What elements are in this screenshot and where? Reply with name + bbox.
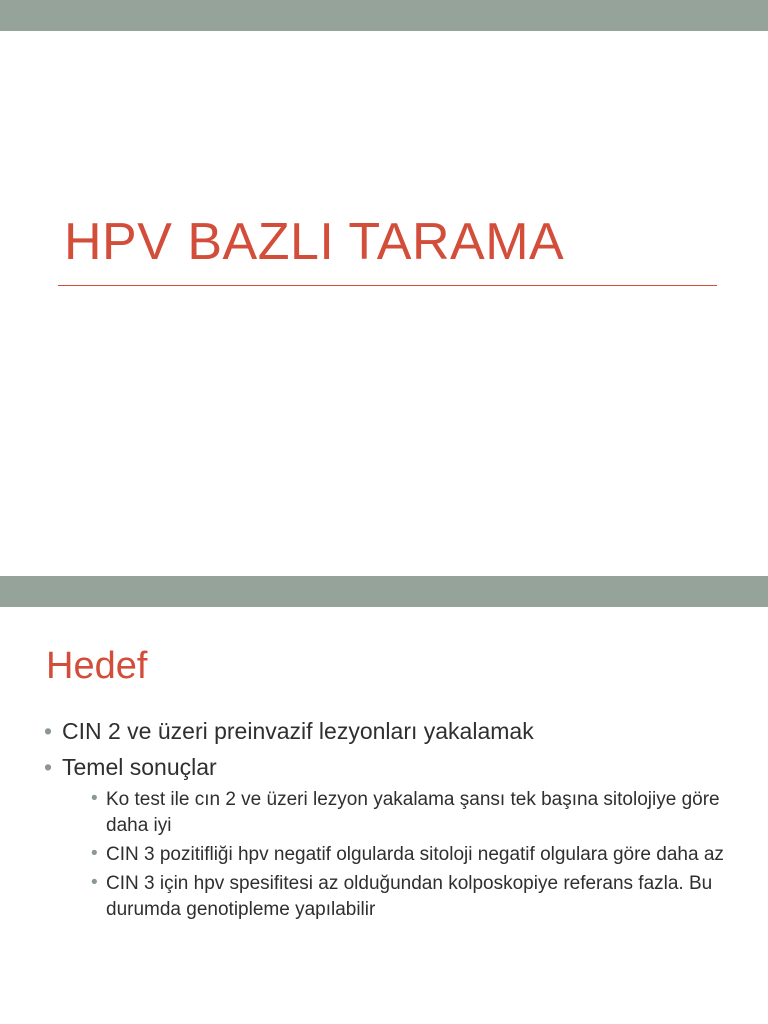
sub-bullet-list: [62, 787, 724, 923]
bullet-icon: •: [44, 718, 53, 744]
sub-bullet-icon: •: [91, 843, 98, 864]
slide-top-band: [0, 0, 768, 31]
slide-title: HPV BAZLI TARAMA: [64, 213, 565, 271]
section-title: Hedef: [46, 645, 148, 687]
sub-bullet-item: [86, 787, 732, 839]
bullet-list: [40, 713, 724, 923]
bullet-item: [40, 713, 720, 749]
sub-bullet-icon: •: [91, 788, 98, 809]
bullet-text: Temel sonuçlar: [62, 754, 217, 780]
sub-bullet-text: Ko test ile cın 2 ve üzeri lezyon yakalama şansı tek başına sitolojiye göre daha iyi: [106, 789, 720, 836]
bullet-item: [40, 749, 724, 923]
sub-bullet-item: [86, 871, 732, 923]
bullet-content: [40, 713, 724, 926]
bullet-icon: •: [44, 754, 53, 780]
sub-bullet-icon: •: [91, 872, 98, 893]
sub-bullet-text: CIN 3 pozitifliği hpv negatif olgularda sitoloji negatif olgulara göre daha az: [106, 844, 724, 865]
bullet-text: CIN 2 ve üzeri preinvazif lezyonları yakalamak: [62, 718, 534, 744]
sub-bullet-item: [86, 842, 732, 868]
sub-bullet-text: CIN 3 için hpv spesifitesi az olduğundan kolposkopiye referans fazla. Bu durumda genotipleme yapılabilir: [106, 873, 713, 920]
title-underline: [58, 285, 717, 286]
slide-top-band: [0, 576, 768, 607]
